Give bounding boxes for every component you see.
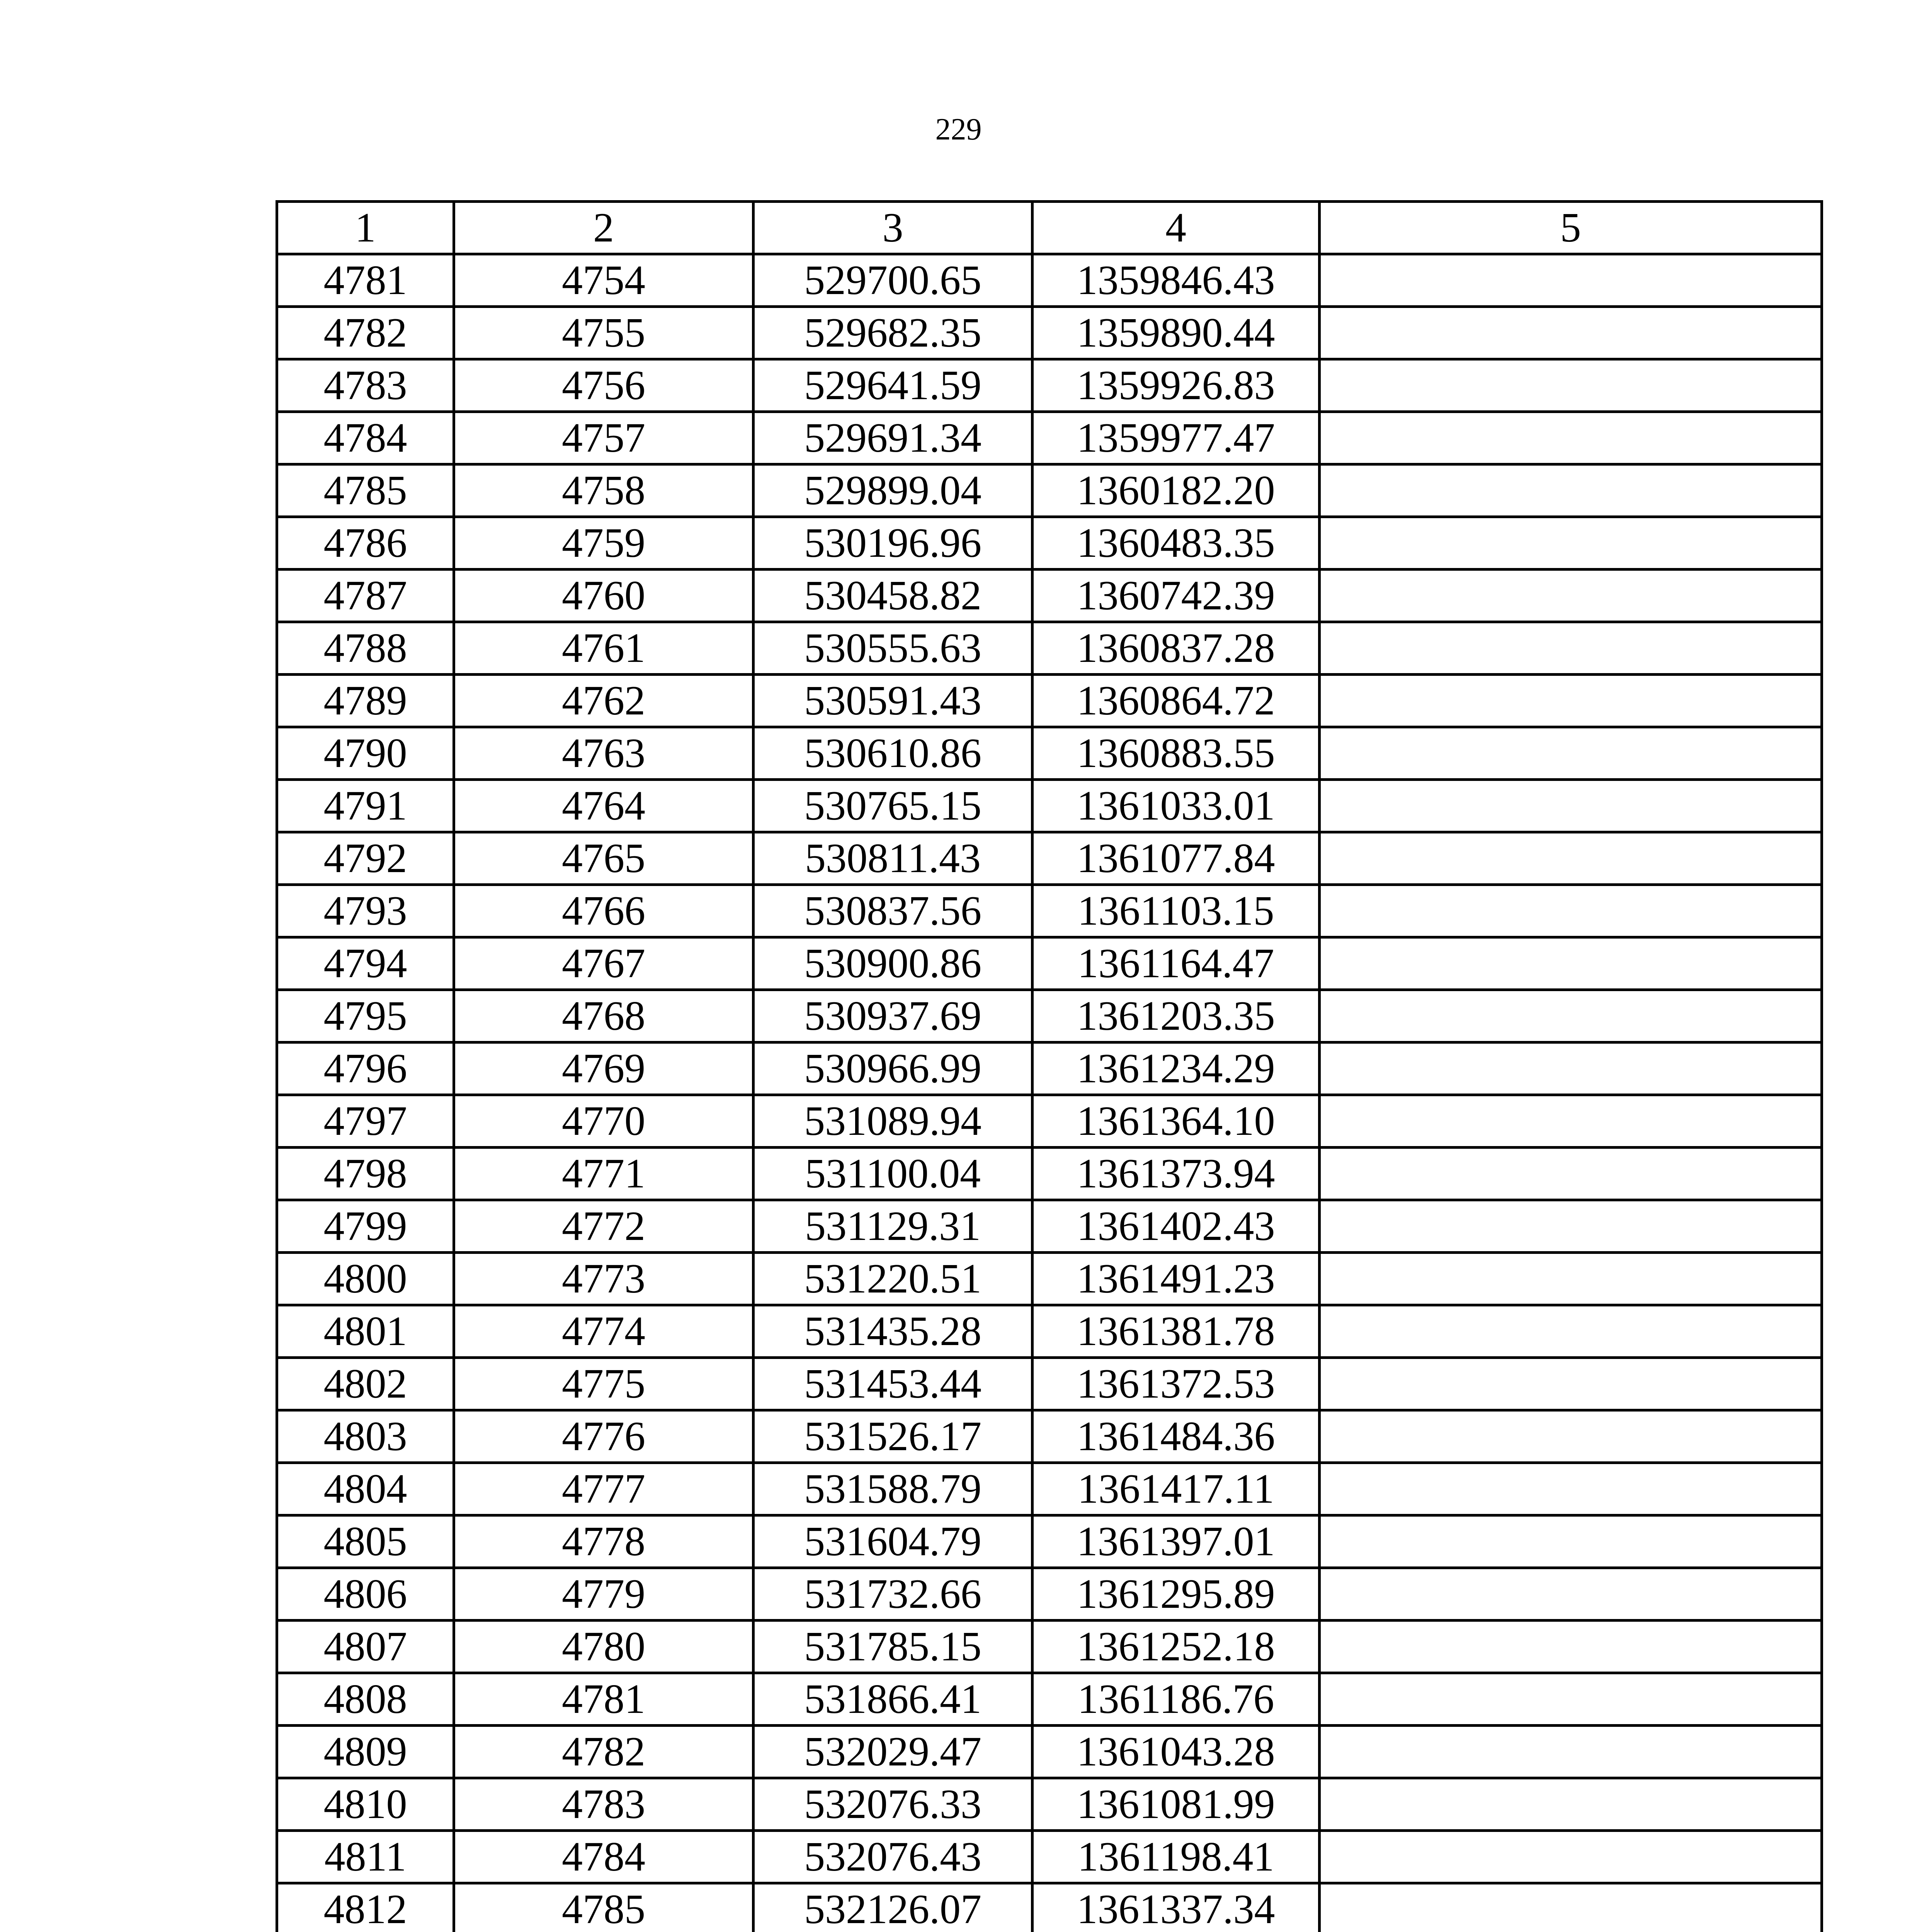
table-row [277, 1726, 1822, 1778]
table-cell-col-3: 529899.04 [754, 464, 1032, 517]
table-row [277, 254, 1822, 307]
table-cell-col-1: 4805 [277, 1515, 454, 1568]
table-cell-col-2: 4785 [454, 1883, 754, 1932]
table-cell-col-5 [1320, 990, 1822, 1043]
table-cell-col-4: 1361203.35 [1032, 990, 1320, 1043]
table-cell-col-3: 531129.31 [754, 1200, 1032, 1253]
table-cell-col-4: 1359926.83 [1032, 359, 1320, 412]
table-cell-col-3: 531732.66 [754, 1568, 1032, 1621]
table-cell-col-4: 1361033.01 [1032, 780, 1320, 832]
table-cell-col-5 [1320, 307, 1822, 359]
table-cell-col-4: 1361077.84 [1032, 832, 1320, 885]
table-cell-col-4: 1361103.15 [1032, 885, 1320, 937]
table-cell-col-5 [1320, 1200, 1822, 1253]
table-cell-col-1: 4807 [277, 1621, 454, 1673]
table-cell-col-4: 1361252.18 [1032, 1621, 1320, 1673]
table-row [277, 464, 1822, 517]
table-cell-col-2: 4776 [454, 1410, 754, 1463]
table-cell-col-1: 4804 [277, 1463, 454, 1515]
table-cell-col-2: 4773 [454, 1253, 754, 1305]
table-row [277, 1200, 1822, 1253]
table-row [277, 517, 1822, 570]
table-cell-col-1: 4794 [277, 937, 454, 990]
table-row [277, 727, 1822, 780]
table-row [277, 412, 1822, 464]
table-cell-col-3: 530937.69 [754, 990, 1032, 1043]
header-cell-4: 4 [1032, 202, 1320, 254]
table-row [277, 1463, 1822, 1515]
table-cell-col-4: 1361043.28 [1032, 1726, 1320, 1778]
table-cell-col-1: 4785 [277, 464, 454, 517]
table-cell-col-4: 1361198.41 [1032, 1831, 1320, 1883]
table-row [277, 1358, 1822, 1410]
table-cell-col-5 [1320, 1673, 1822, 1726]
table-cell-col-4: 1361397.01 [1032, 1515, 1320, 1568]
table-cell-col-2: 4778 [454, 1515, 754, 1568]
table-cell-col-4: 1361186.76 [1032, 1673, 1320, 1726]
table-cell-col-5 [1320, 359, 1822, 412]
table-cell-col-2: 4761 [454, 622, 754, 675]
table-cell-col-4: 1359846.43 [1032, 254, 1320, 307]
table-row [277, 307, 1822, 359]
table-cell-col-1: 4812 [277, 1883, 454, 1932]
table-cell-col-1: 4797 [277, 1095, 454, 1148]
header-cell-2: 2 [454, 202, 754, 254]
table-cell-col-3: 530591.43 [754, 675, 1032, 727]
table-cell-col-5 [1320, 727, 1822, 780]
table-cell-col-2: 4768 [454, 990, 754, 1043]
table-cell-col-5 [1320, 1253, 1822, 1305]
table-cell-col-5 [1320, 412, 1822, 464]
table-cell-col-4: 1361164.47 [1032, 937, 1320, 990]
table-cell-col-2: 4782 [454, 1726, 754, 1778]
table-cell-col-4: 1359977.47 [1032, 412, 1320, 464]
table-cell-col-1: 4798 [277, 1148, 454, 1200]
table-cell-col-3: 531866.41 [754, 1673, 1032, 1726]
table-cell-col-3: 530555.63 [754, 622, 1032, 675]
table-cell-col-3: 531526.17 [754, 1410, 1032, 1463]
table-cell-col-3: 529691.34 [754, 412, 1032, 464]
table-row [277, 1515, 1822, 1568]
table-cell-col-1: 4792 [277, 832, 454, 885]
table-cell-col-3: 530196.96 [754, 517, 1032, 570]
table-cell-col-3: 531220.51 [754, 1253, 1032, 1305]
table-cell-col-4: 1361417.11 [1032, 1463, 1320, 1515]
table-cell-col-2: 4780 [454, 1621, 754, 1673]
table-cell-col-1: 4800 [277, 1253, 454, 1305]
table-cell-col-1: 4791 [277, 780, 454, 832]
table-row [277, 1410, 1822, 1463]
table-cell-col-5 [1320, 1831, 1822, 1883]
header-cell-3: 3 [754, 202, 1032, 254]
table-cell-col-2: 4783 [454, 1778, 754, 1831]
table-cell-col-5 [1320, 1148, 1822, 1200]
table-cell-col-4: 1359890.44 [1032, 307, 1320, 359]
table-row [277, 359, 1822, 412]
table-cell-col-2: 4754 [454, 254, 754, 307]
table-row [277, 1568, 1822, 1621]
table-cell-col-4: 1361372.53 [1032, 1358, 1320, 1410]
table-cell-col-5 [1320, 1621, 1822, 1673]
table-cell-col-1: 4801 [277, 1305, 454, 1358]
table-row [277, 570, 1822, 622]
table-cell-col-1: 4806 [277, 1568, 454, 1621]
table-cell-col-1: 4802 [277, 1358, 454, 1410]
table-cell-col-2: 4772 [454, 1200, 754, 1253]
table-row [277, 1673, 1822, 1726]
table-cell-col-3: 532126.07 [754, 1883, 1032, 1932]
table-cell-col-5 [1320, 780, 1822, 832]
table-cell-col-3: 531453.44 [754, 1358, 1032, 1410]
table-cell-col-1: 4808 [277, 1673, 454, 1726]
table-cell-col-3: 531604.79 [754, 1515, 1032, 1568]
table-header [277, 202, 1822, 254]
table-cell-col-1: 4783 [277, 359, 454, 412]
table-cell-col-2: 4758 [454, 464, 754, 517]
table-cell-col-3: 531089.94 [754, 1095, 1032, 1148]
table-row [277, 1148, 1822, 1200]
table-cell-col-2: 4762 [454, 675, 754, 727]
table-cell-col-4: 1361381.78 [1032, 1305, 1320, 1358]
table-cell-col-4: 1360883.55 [1032, 727, 1320, 780]
table-cell-col-3: 530610.86 [754, 727, 1032, 780]
coordinates-table [276, 200, 1823, 1932]
table-row [277, 990, 1822, 1043]
header-row [277, 202, 1822, 254]
table-cell-col-2: 4766 [454, 885, 754, 937]
table-cell-col-3: 529682.35 [754, 307, 1032, 359]
table-row [277, 675, 1822, 727]
table-cell-col-5 [1320, 1095, 1822, 1148]
table-cell-col-2: 4770 [454, 1095, 754, 1148]
table-row [277, 780, 1822, 832]
table-cell-col-1: 4787 [277, 570, 454, 622]
table-cell-col-4: 1361491.23 [1032, 1253, 1320, 1305]
table-cell-col-5 [1320, 1568, 1822, 1621]
table-cell-col-3: 532029.47 [754, 1726, 1032, 1778]
table-cell-col-1: 4799 [277, 1200, 454, 1253]
table-cell-col-3: 531588.79 [754, 1463, 1032, 1515]
table-cell-col-5 [1320, 937, 1822, 990]
table-cell-col-4: 1361081.99 [1032, 1778, 1320, 1831]
table-cell-col-3: 530966.99 [754, 1043, 1032, 1095]
table-row [277, 1253, 1822, 1305]
table-cell-col-2: 4777 [454, 1463, 754, 1515]
table-cell-col-4: 1360742.39 [1032, 570, 1320, 622]
table-cell-col-1: 4811 [277, 1831, 454, 1883]
table-cell-col-1: 4810 [277, 1778, 454, 1831]
table-cell-col-1: 4796 [277, 1043, 454, 1095]
table-cell-col-5 [1320, 1305, 1822, 1358]
table-cell-col-1: 4793 [277, 885, 454, 937]
table-cell-col-1: 4809 [277, 1726, 454, 1778]
table-row [277, 832, 1822, 885]
table-cell-col-1: 4786 [277, 517, 454, 570]
table-row [277, 1043, 1822, 1095]
table-cell-col-2: 4781 [454, 1673, 754, 1726]
table-row [277, 885, 1822, 937]
table-row [277, 1305, 1822, 1358]
table-cell-col-3: 529641.59 [754, 359, 1032, 412]
table-cell-col-5 [1320, 254, 1822, 307]
table-cell-col-3: 530811.43 [754, 832, 1032, 885]
table-cell-col-2: 4764 [454, 780, 754, 832]
table-cell-col-2: 4775 [454, 1358, 754, 1410]
table-cell-col-1: 4803 [277, 1410, 454, 1463]
table-cell-col-2: 4769 [454, 1043, 754, 1095]
table-cell-col-2: 4757 [454, 412, 754, 464]
table-cell-col-3: 531785.15 [754, 1621, 1032, 1673]
table-cell-col-5 [1320, 885, 1822, 937]
page-number: 229 [935, 112, 982, 146]
table-cell-col-5 [1320, 1778, 1822, 1831]
table-cell-col-3: 530458.82 [754, 570, 1032, 622]
table-row [277, 1883, 1822, 1932]
table-cell-col-4: 1361337.34 [1032, 1883, 1320, 1932]
table-cell-col-2: 4755 [454, 307, 754, 359]
table-cell-col-4: 1360837.28 [1032, 622, 1320, 675]
table-cell-col-1: 4781 [277, 254, 454, 307]
table-cell-col-4: 1361484.36 [1032, 1410, 1320, 1463]
table-cell-col-1: 4790 [277, 727, 454, 780]
table-cell-col-2: 4779 [454, 1568, 754, 1621]
table-cell-col-4: 1361402.43 [1032, 1200, 1320, 1253]
table-cell-col-4: 1360182.20 [1032, 464, 1320, 517]
table-cell-col-2: 4756 [454, 359, 754, 412]
table-cell-col-4: 1361234.29 [1032, 1043, 1320, 1095]
table-cell-col-5 [1320, 832, 1822, 885]
table-row [277, 1831, 1822, 1883]
table-row [277, 1095, 1822, 1148]
table-cell-col-5 [1320, 622, 1822, 675]
table-cell-col-3: 532076.43 [754, 1831, 1032, 1883]
table-cell-col-5 [1320, 1463, 1822, 1515]
table-cell-col-5 [1320, 675, 1822, 727]
table-cell-col-3: 531100.04 [754, 1148, 1032, 1200]
table-cell-col-5 [1320, 464, 1822, 517]
table-cell-col-5 [1320, 1726, 1822, 1778]
table-cell-col-2: 4763 [454, 727, 754, 780]
table-cell-col-3: 530765.15 [754, 780, 1032, 832]
table-cell-col-2: 4774 [454, 1305, 754, 1358]
table-cell-col-5 [1320, 1410, 1822, 1463]
header-cell-5: 5 [1320, 202, 1822, 254]
table-cell-col-5 [1320, 1883, 1822, 1932]
table-cell-col-4: 1361295.89 [1032, 1568, 1320, 1621]
table-cell-col-5 [1320, 1515, 1822, 1568]
table-cell-col-3: 530837.56 [754, 885, 1032, 937]
table-cell-col-5 [1320, 517, 1822, 570]
table-cell-col-2: 4784 [454, 1831, 754, 1883]
table-cell-col-1: 4784 [277, 412, 454, 464]
table-row [277, 1621, 1822, 1673]
table-body [277, 254, 1822, 1932]
table-cell-col-4: 1360483.35 [1032, 517, 1320, 570]
table-cell-col-1: 4789 [277, 675, 454, 727]
table-cell-col-3: 532076.33 [754, 1778, 1032, 1831]
table-cell-col-4: 1361373.94 [1032, 1148, 1320, 1200]
table-cell-col-2: 4759 [454, 517, 754, 570]
table-row [277, 622, 1822, 675]
table-cell-col-4: 1360864.72 [1032, 675, 1320, 727]
table-cell-col-2: 4760 [454, 570, 754, 622]
header-cell-1: 1 [277, 202, 454, 254]
table-cell-col-1: 4788 [277, 622, 454, 675]
table-row [277, 1778, 1822, 1831]
table-row [277, 937, 1822, 990]
table-cell-col-2: 4765 [454, 832, 754, 885]
table-cell-col-1: 4782 [277, 307, 454, 359]
table-cell-col-2: 4771 [454, 1148, 754, 1200]
table-cell-col-3: 530900.86 [754, 937, 1032, 990]
table-cell-col-5 [1320, 1358, 1822, 1410]
table-cell-col-2: 4767 [454, 937, 754, 990]
table-cell-col-5 [1320, 570, 1822, 622]
table-cell-col-1: 4795 [277, 990, 454, 1043]
table-cell-col-4: 1361364.10 [1032, 1095, 1320, 1148]
table-cell-col-3: 529700.65 [754, 254, 1032, 307]
table-cell-col-5 [1320, 1043, 1822, 1095]
table-cell-col-3: 531435.28 [754, 1305, 1032, 1358]
